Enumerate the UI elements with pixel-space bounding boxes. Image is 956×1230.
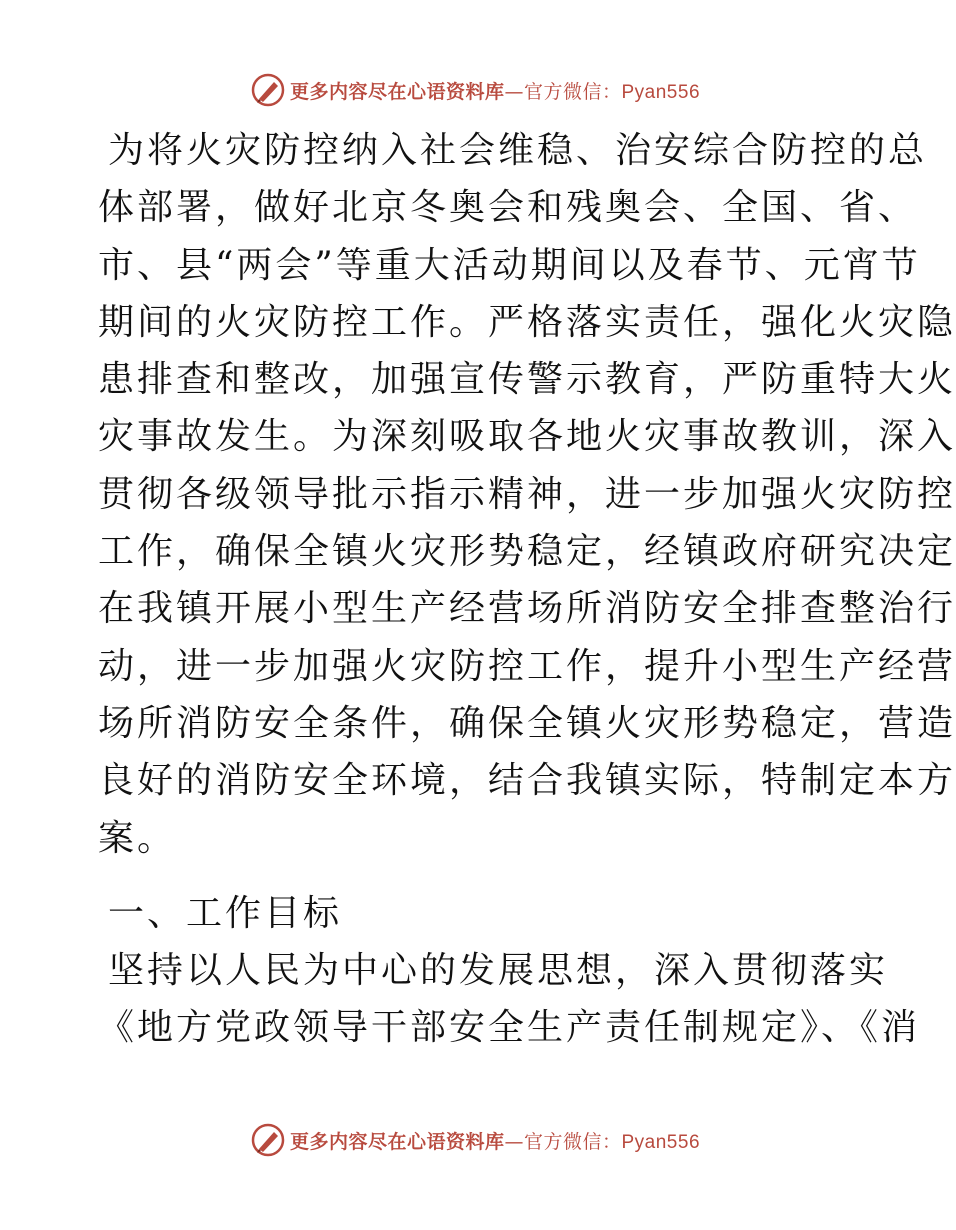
paragraph-goals <box>98 942 921 1057</box>
footer-watermark <box>0 1120 950 1160</box>
pen-logo-icon <box>250 1122 286 1158</box>
text-line: 《地方党政领导干部安全生产责任制规定》、《消 <box>98 1007 921 1049</box>
text-line: 市、县“两会”等重大活动期间以及春节、元宵节 <box>98 244 921 286</box>
text-line: 案。 <box>98 817 177 859</box>
watermark-contact-label: 官方微信： <box>523 80 622 103</box>
text-line: 场所消防安全条件，确保全镇火灾形势稳定，营造 <box>98 702 956 744</box>
watermark-separator: — <box>504 1130 524 1153</box>
header-watermark <box>0 70 950 110</box>
text-line: 贯彻各级领导批示指示精神，进一步加强火灾防控 <box>98 473 956 515</box>
watermark-separator: — <box>504 80 524 103</box>
text-line: 期间的火灾防控工作。严格落实责任，强化火灾隐 <box>98 301 956 343</box>
watermark-contact-label: 官方微信： <box>523 1130 622 1153</box>
paragraph-intro <box>98 122 956 867</box>
text-line: 患排查和整改，加强宣传警示教育，严防重特大火 <box>98 359 956 401</box>
text-line: 灾事故发生。为深刻吸取各地火灾事故教训，深入 <box>98 416 956 458</box>
watermark-brand: 更多内容尽在心语资料库 <box>289 1130 505 1153</box>
watermark-brand: 更多内容尽在心语资料库 <box>289 80 505 103</box>
document-body <box>98 122 956 1057</box>
text-line: 在我镇开展小型生产经营场所消防安全排查整治行 <box>98 588 956 630</box>
text-line: 良好的消防安全环境，结合我镇实际，特制定本方 <box>98 760 956 802</box>
text-line: 动，进一步加强火灾防控工作，提升小型生产经营 <box>98 645 956 687</box>
section-heading: 一、工作目标 <box>108 892 343 934</box>
pen-logo-icon <box>250 72 286 108</box>
text-line: 为将火灾防控纳入社会维稳、治安综合防控的总 <box>108 130 928 171</box>
watermark-contact-id: Pyan556 <box>621 1131 701 1153</box>
text-line: 坚持以人民为中心的发展思想，深入贯彻落实 <box>108 950 889 992</box>
watermark-contact-id: Pyan556 <box>621 81 701 103</box>
text-line: 体部署，做好北京冬奥会和残奥会、全国、省、 <box>98 187 918 229</box>
text-line: 工作，确保全镇火灾形势稳定，经镇政府研究决定 <box>98 531 956 573</box>
